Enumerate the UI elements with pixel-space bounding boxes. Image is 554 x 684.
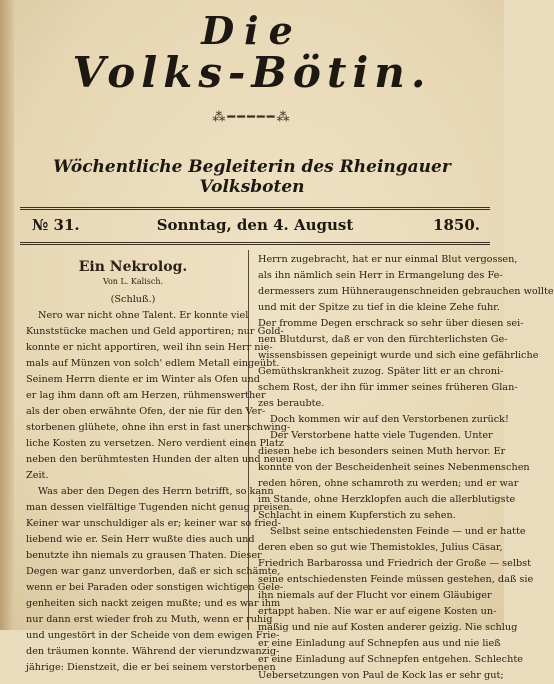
article-line: Gemüthskrankheit zuzog. Später litt er an chroni-	[258, 366, 504, 377]
masthead-title-top: Die	[201, 8, 303, 53]
article-line: jährige: Dienstzeit, die er bei seinem verstorbenen	[26, 662, 276, 673]
article-line: Degen war ganz unverdorben, daß er sich schämte,	[26, 566, 281, 577]
issue-number: № 31.	[32, 216, 80, 234]
issue-line	[20, 215, 490, 237]
article-line: er eine Einladung auf Schnepfen aus und nie ließ	[258, 638, 501, 649]
article-byline: Von L. Kalisch.	[102, 277, 164, 286]
article-line: liebend wie er. Sein Herr wußte dies auch und	[26, 534, 255, 545]
article-line: zes beraubte.	[258, 398, 325, 409]
article-line: deren eben so gut wie Themistokles, Julius Cäsar,	[258, 542, 503, 553]
article-line: diesen hebe ich besonders seinen Muth hervor. Er	[258, 446, 506, 457]
header-rule-top	[20, 207, 490, 210]
article-line: Keiner war unschuldiger als er; keiner war so fried-	[26, 518, 281, 529]
article-line: ertappt haben. Nie war er auf eigene Kosten un-	[258, 606, 497, 617]
article-line: nen Blutdurst, daß er von den fürchterlichsten Ge-	[258, 334, 508, 345]
header-rule-bottom	[20, 242, 490, 245]
article-line: Zeit.	[26, 470, 49, 481]
article-line: er lag ihm dann oft am Herzen, rühmenswerther	[26, 390, 266, 401]
article-line: den träumen konnte. Während der vierundzwanzig-	[26, 646, 280, 657]
article-line: Was aber den Degen des Herrn betrifft, so kann	[38, 486, 274, 497]
article-title: Ein Nekrolog.	[78, 259, 188, 275]
article-line: Doch kommen wir auf den Verstorbenen zurück!	[270, 414, 509, 425]
article-line: Nero war nicht ohne Talent. Er konnte viel	[38, 310, 249, 321]
article-line: man dessen vielfältige Tugenden nicht genug preisen.	[26, 502, 293, 513]
article-line: reden hören, ohne schamroth zu werden; und er war	[258, 478, 519, 489]
article-line: Uebersetzungen von Paul de Kock las er sehr gut;	[258, 670, 504, 681]
article-line: Schlacht in einem Kupferstich zu sehen.	[258, 510, 456, 521]
article-line: als ihn nämlich sein Herr in Ermangelung des Fe-	[258, 270, 503, 281]
article-line: Seinem Herrn diente er im Winter als Ofen und	[26, 374, 260, 385]
masthead-ornament: ⁂━━━━━⁂	[212, 110, 292, 125]
masthead-subtitle: Wöchentliche Begleiterin des Rheingauer Volksboten	[53, 157, 451, 197]
article-column-right	[258, 252, 554, 684]
article-line: Herrn zugebracht, hat er nur einmal Blut vergossen,	[258, 254, 518, 265]
article-line: und mit der Spitze zu tief in die kleine Zehe fuhr.	[258, 302, 500, 313]
article-line: wenn er bei Paraden oder sonstigen wichtigen Gele-	[26, 582, 284, 593]
article-line: storbenen glühete, ohne ihn erst in fast unerschwing-	[26, 422, 291, 433]
article-line: wissensbissen gepeinigt wurde und sich eine gefährliche	[258, 350, 539, 361]
article-line: ihn niemals auf der Flucht vor einem Gläubiger	[258, 590, 492, 601]
article-line: nur dann erst wieder froh zu Muth, wenn er ruhig	[26, 614, 273, 625]
article-line: konnte er nicht apportiren, weil ihn sein Herr nie-	[26, 342, 273, 353]
article-line: Selbst seine entschiedensten Feinde — und er hatte	[270, 526, 526, 537]
article-line: und ungestört in der Scheide von dem ewigen Frie-	[26, 630, 280, 641]
article-line: mäßig und nie auf Kosten anderer geizig. Nie schlug	[258, 622, 518, 633]
article-line: Kunststücke machen und Geld apportiren; nur Gold-	[26, 326, 284, 337]
article-note: (Schluß.)	[110, 294, 156, 305]
article-line: genheiten sich nackt zeigen mußte; und es war ihm	[26, 598, 281, 609]
article-line: Friedrich Barbarossa und Friedrich der Große — selbst	[258, 558, 532, 569]
masthead-title: Volks-Bötin.	[72, 48, 432, 97]
article-line: Der Verstorbene hatte viele Tugenden. Unter	[270, 430, 493, 441]
article-line: benutzte ihn niemals zu grausen Thaten. Dieser	[26, 550, 262, 561]
issue-date: Sonntag, den 4. August	[156, 216, 354, 234]
article-line: als der oben erwähnte Ofen, der nie für den Ver-	[26, 406, 266, 417]
article-line: konnte von der Bescheidenheit seines Nebenmenschen	[258, 462, 530, 473]
article-line: er eine Einladung auf Schnepfen entgehen. Schlechte	[258, 654, 523, 665]
article-line: liche Kosten zu versetzen. Nero verdient einen Platz	[26, 438, 284, 449]
article-line: neben den berühmtesten Hunden der alten und neuen	[26, 454, 294, 465]
article-line: schem Rost, der ihn für immer seines früheren Glan-	[258, 382, 518, 393]
article-line: seine entschiedensten Feinde müssen gestehen, daß sie	[258, 574, 534, 585]
article-line: mals auf Münzen von solch' edlem Metall eingeübt.	[26, 358, 280, 369]
article-line: dermessers zum Hühneraugenschneiden gebrauchen wollte	[258, 286, 554, 297]
issue-year: 1850.	[433, 216, 480, 234]
article-line: im Stande, ohne Herzklopfen auch die allerblutigste	[258, 494, 516, 505]
article-line: Der fromme Degen erschrack so sehr über diesen sei-	[258, 318, 524, 329]
